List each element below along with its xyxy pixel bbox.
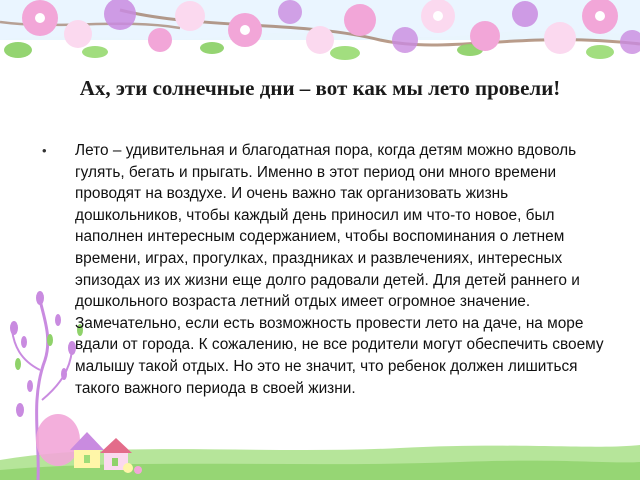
bullet-marker: • [42, 143, 47, 158]
slide-title: Ах, эти солнечные дни – вот как мы лето провели! [79, 76, 561, 100]
body-paragraph: Лето – удивительная и благодатная пора, когда детям можно вдоволь гулять, бегать и прыгать. Именно в этот период они много времени проводят на воздухе. И очень важно так организовать жизнь дошкольников, чтобы каждый день приносил им что-то новое, был наполнен интересным содержанием, чтобы воспоминания о летнем времени, играх, прогулках, праздниках и развлечениях, интересных эпизодах из их жизни еще долго радовали детей. Для детей раннего и дошкольного возраста летний отдых имеет огромное значение. Замечательно, если есть возможность провести лето на даче, на море вдали от города. К сожалению, не все родители могут обеспечить своему малышу такой отдых. Но это не значит, что ребенок должен лишиться такого важного периода в своей жизни. [75, 142, 604, 397]
blossom-banner [0, 0, 640, 66]
